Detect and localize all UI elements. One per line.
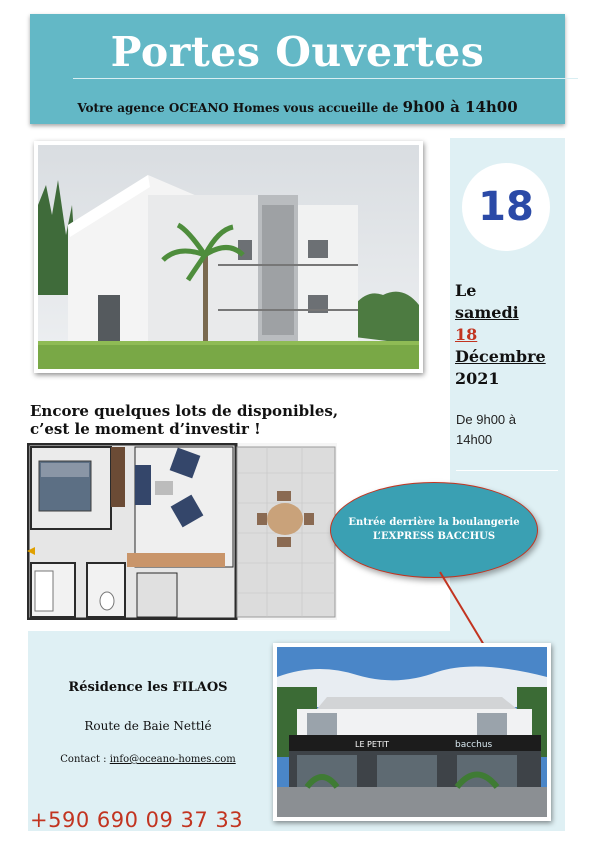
header-divider: [73, 78, 578, 79]
contact-label: Contact :: [60, 754, 107, 765]
header-banner: [30, 14, 565, 124]
contact-email-link[interactable]: info@oceano-homes.com: [109, 754, 236, 765]
event-date: [455, 280, 563, 390]
date-line-le: Le: [455, 281, 477, 300]
callout-line-1: Entrée derrière la boulangerie: [348, 517, 520, 528]
hours-line-2: 14h00: [456, 432, 493, 447]
offer-headline: [30, 402, 430, 438]
date-line-month: Décembre: [455, 347, 546, 366]
callout-line-2: L’EXPRESS BACCHUS: [372, 531, 496, 542]
shop-photo: [273, 643, 551, 821]
subtitle-text: Votre agence OCEANO Homes vous accueille de: [77, 101, 399, 115]
address-route: Route de Baie Nettlé: [84, 719, 212, 733]
page-title: Portes Ouvertes: [110, 28, 485, 76]
shop-sign-right: bacchus: [455, 740, 493, 750]
phone-number[interactable]: +590 690 09 37 33: [30, 808, 244, 832]
contact-line: [28, 754, 268, 765]
headline-line-2: c’est le moment d’investir !: [30, 420, 261, 438]
apartment-floor-plan: [27, 443, 337, 620]
date-line-year: 2021: [455, 369, 500, 388]
date-line-weekday: samedi: [455, 303, 519, 322]
residence-photo: [34, 141, 423, 373]
entrance-callout: [330, 482, 538, 578]
headline-line-1: Encore quelques lots de disponibles,: [30, 402, 339, 420]
shop-sign-left: LE PETIT: [355, 740, 390, 749]
hours-line-1: De 9h00 à: [456, 412, 516, 427]
side-divider: [456, 470, 558, 471]
day-badge: 18: [462, 163, 550, 251]
residence-name: Résidence les FILAOS: [68, 680, 228, 695]
event-hours: [456, 410, 561, 450]
date-line-day: 18: [455, 325, 478, 344]
subtitle-hours: 9h00 à 14h00: [402, 98, 518, 116]
header-subtitle: [30, 98, 565, 116]
